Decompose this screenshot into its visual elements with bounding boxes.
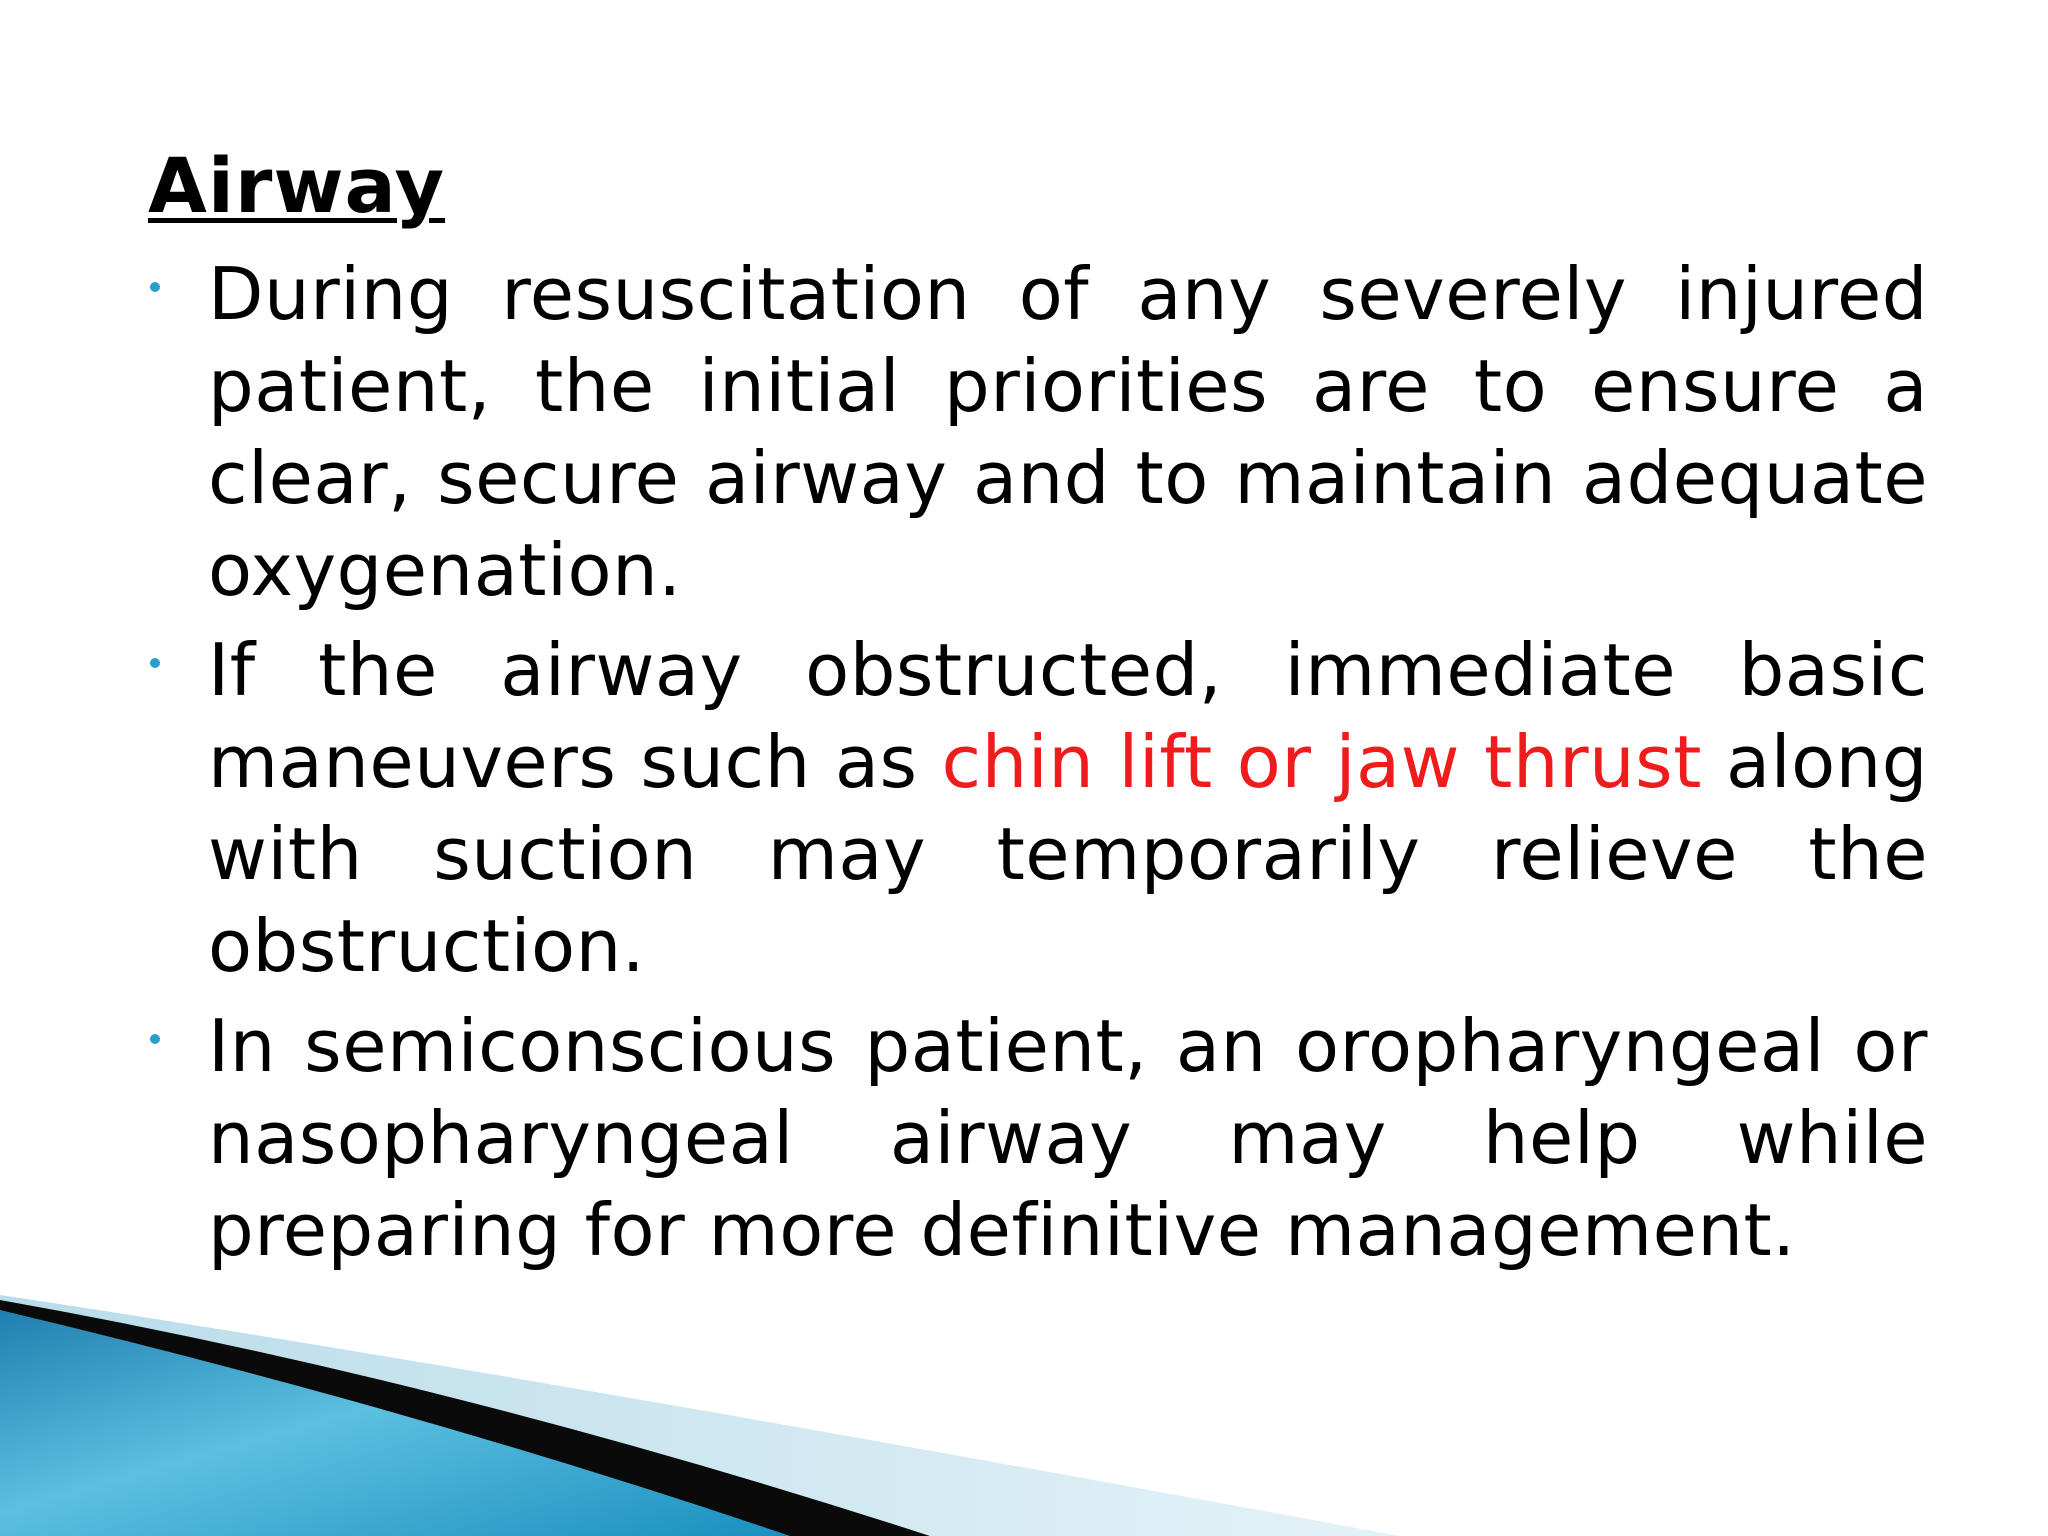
bullet-list (148, 248, 1928, 1284)
bullet-text: During resuscitation of any severely injured patient, the initial priorities are to ensure a clear, secure airway and to maintain adequate oxygenation. (208, 252, 1928, 612)
swoosh-pale-band (0, 1295, 1400, 1536)
swoosh-black-band (0, 1300, 930, 1536)
bullet-item-1 (148, 248, 1928, 616)
bullet-text-before: If the airway obstructed, immediate basic maneuvers such as (208, 628, 1928, 804)
bullet-item-2 (148, 624, 1928, 992)
swoosh-blue-band (0, 1310, 790, 1536)
bullet-dot-icon (150, 658, 160, 668)
bullet-dot-icon (150, 1034, 160, 1044)
bullet-item-3 (148, 1000, 1928, 1276)
bullet-text-after: along with suction may temporarily relieve the obstruction. (208, 720, 1928, 988)
bullet-dot-icon (150, 282, 160, 292)
bullet-text: In semiconscious patient, an oropharyngeal or nasopharyngeal airway may help while preparing for more definitive management. (208, 1004, 1928, 1272)
slide-title: Airway (148, 141, 446, 230)
highlighted-text: chin lift or jaw thrust (941, 720, 1702, 804)
